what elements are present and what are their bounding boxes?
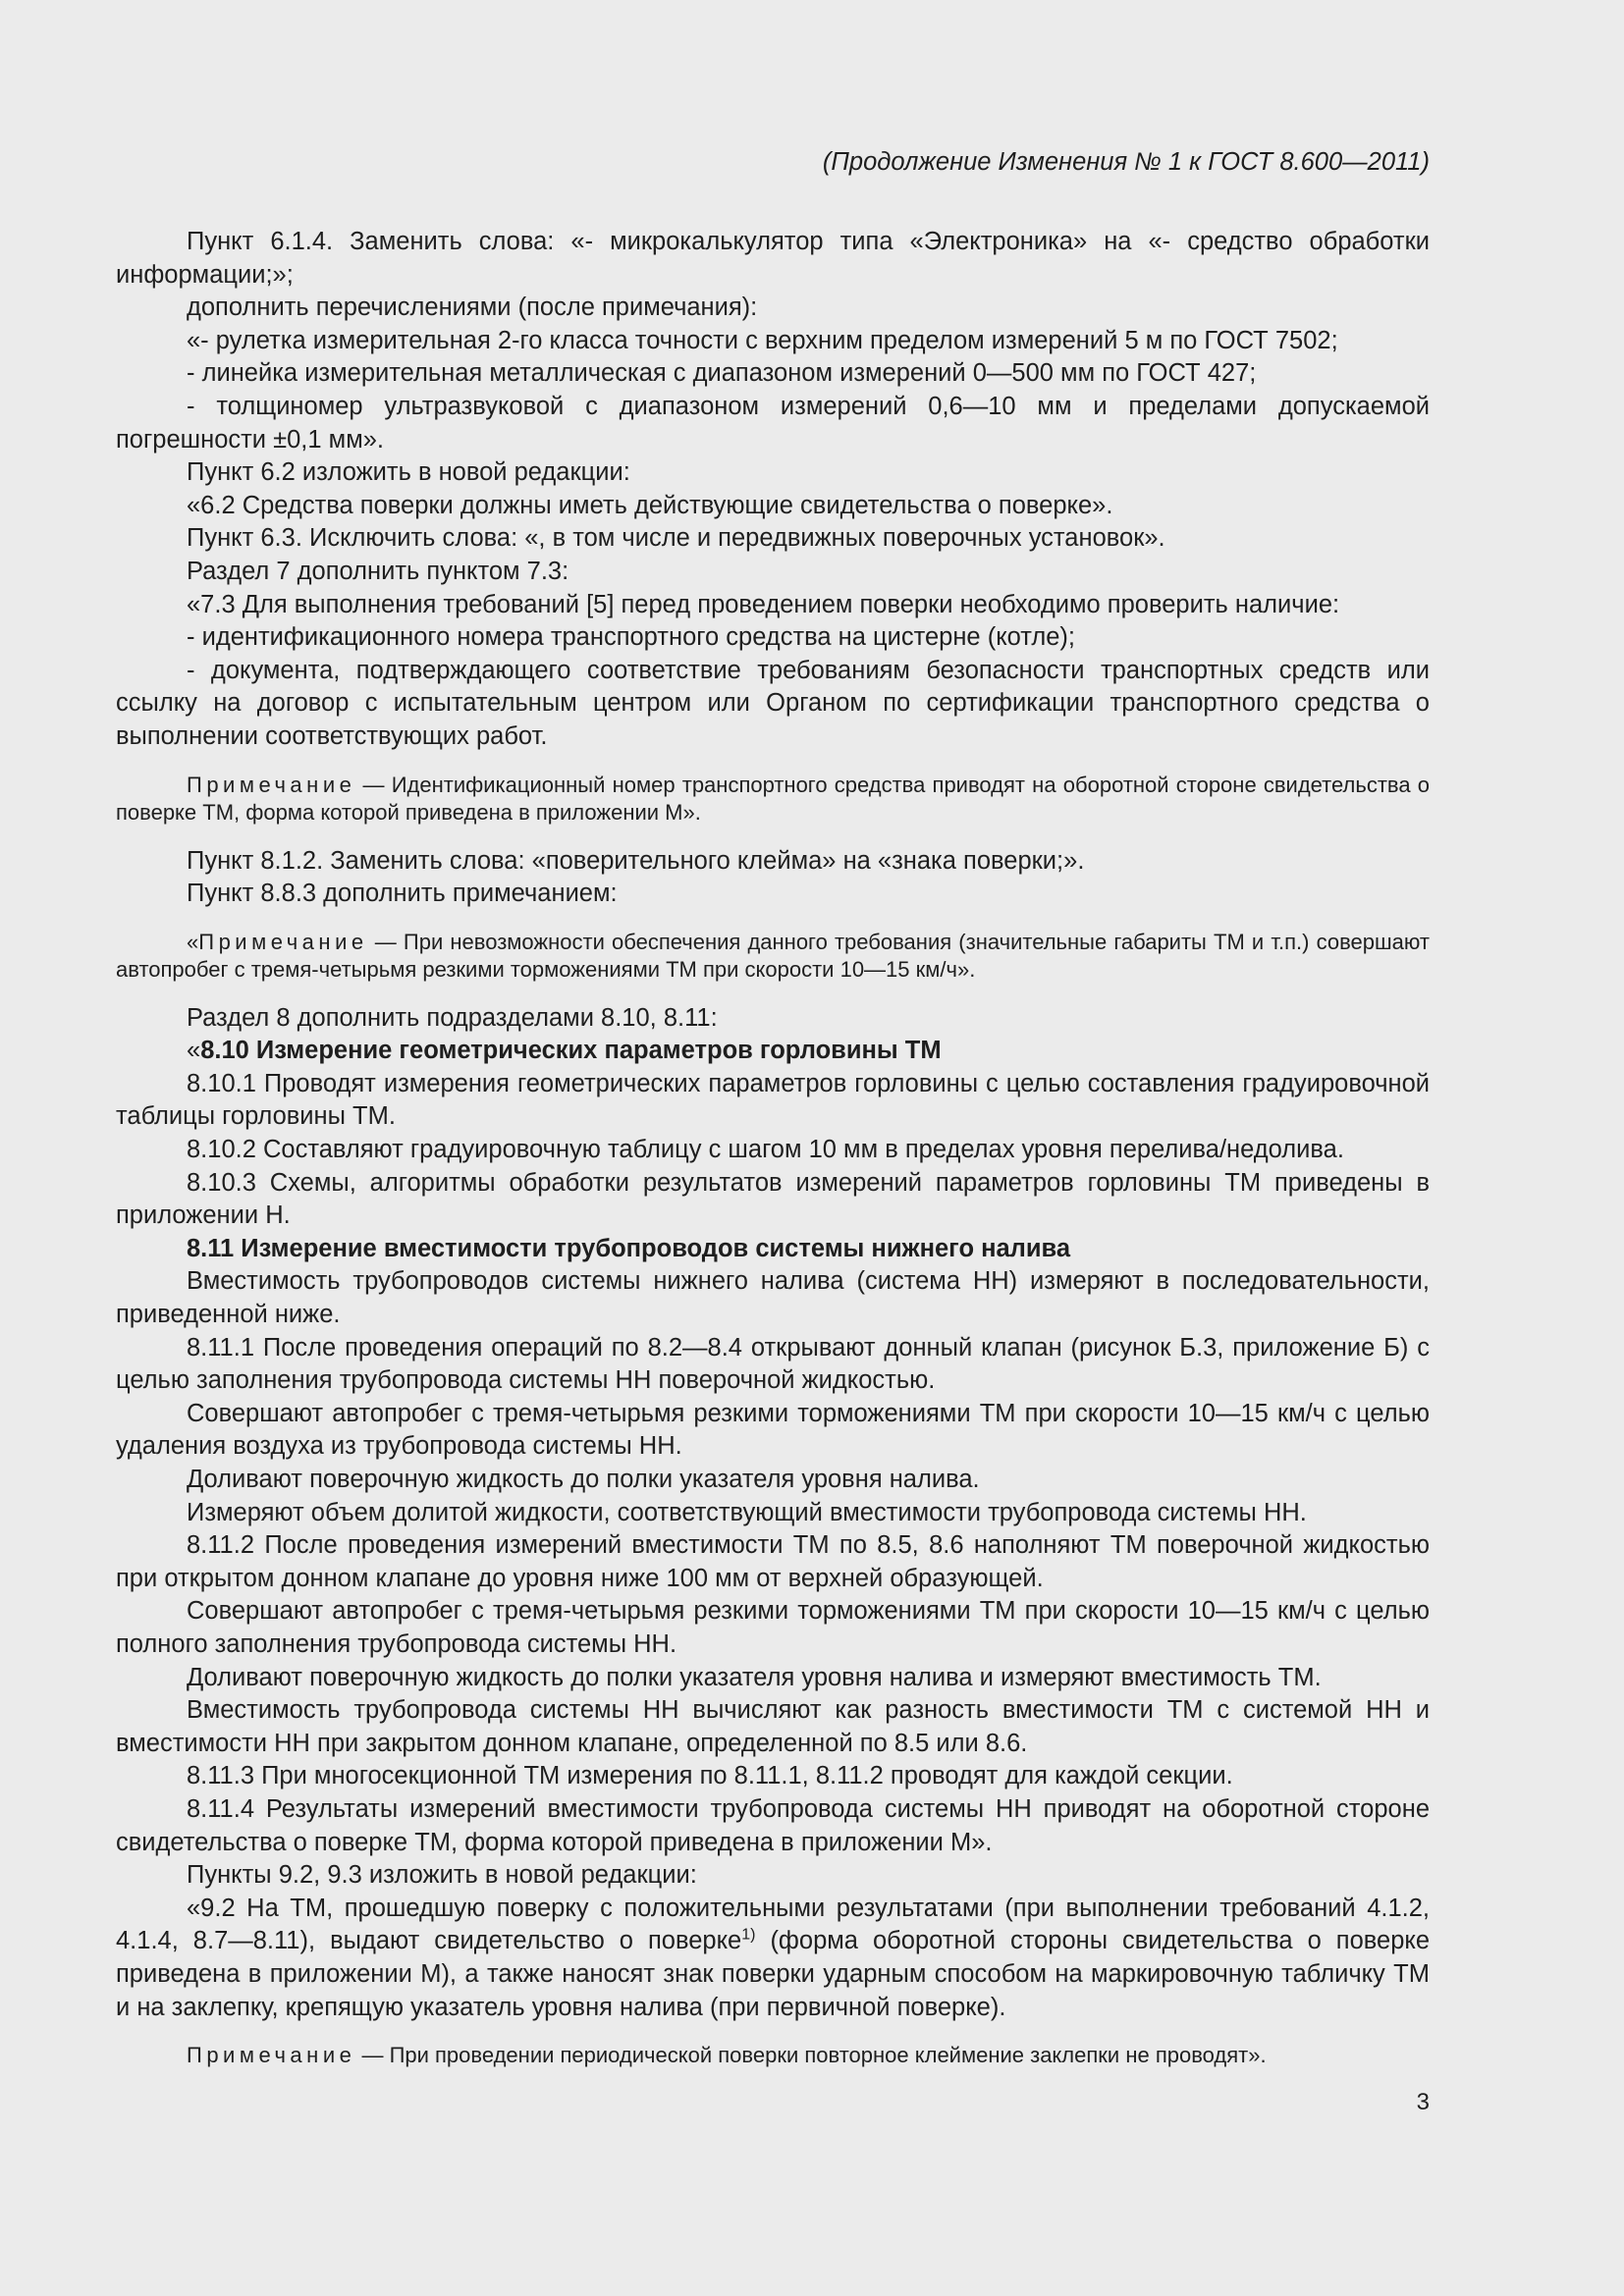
- paragraph: 8.10.1 Проводят измерения геометрических параметров горловины с целью составления градуировочной таблицы горловины ТМ.: [116, 1069, 1430, 1131]
- note: [116, 772, 1430, 828]
- paragraph: Доливают поверочную жидкость до полки указателя уровня налива и измеряют вместимость ТМ.: [187, 1663, 1322, 1691]
- paragraph: Пункт 6.2 изложить в новой редакции:: [187, 458, 630, 487]
- paragraph: - линейка измерительная металлическая с диапазоном измерений 0—500 мм по ГОСТ 427;: [187, 359, 1257, 388]
- note-label: Примечание: [187, 2043, 356, 2068]
- paragraph: «7.3 Для выполнения требований [5] перед проведением поверки необходимо проверить наличие:: [187, 590, 1340, 618]
- paragraph: Совершают автопробег с тремя-четырьмя резкими торможениями ТМ при скорости 10—15 км/ч с целью полного заполнения трубопровода системы НН.: [116, 1597, 1430, 1658]
- note-label: Примечание: [198, 929, 368, 954]
- paragraph: Пункт 6.3. Исключить слова: «, в том числе и передвижных поверочных установок».: [187, 524, 1165, 553]
- paragraph: дополнить перечислениями (после примечания):: [187, 294, 758, 322]
- quote-mark: «: [187, 1037, 201, 1065]
- paragraph: «6.2 Средства поверки должны иметь действующие свидетельства о поверке».: [187, 491, 1113, 519]
- paragraph: Пункт 6.1.4. Заменить слова: «- микрокалькулятор типа «Электроника» на «- средство обработки информации;»;: [116, 228, 1430, 289]
- note-text: — При невозможности обеспечения данного требования (значительные габариты ТМ и т.п.) совершают автопробег с тремя-четырьмя резкими торможениями ТМ при скорости 10—15 км/ч».: [116, 929, 1430, 983]
- paragraph: Измеряют объем долитой жидкости, соответствующий вместимости трубопровода системы НН.: [187, 1498, 1307, 1526]
- paragraph: 8.11.1 После проведения операций по 8.2—8.4 открывают донный клапан (рисунок Б.3, приложение Б) с целью заполнения трубопровода системы НН поверочной жидкостью.: [116, 1333, 1430, 1395]
- paragraph: Пункт 8.8.3 дополнить примечанием:: [187, 880, 618, 908]
- paragraph: Вместимость трубопроводов системы нижнего налива (система НН) измеряют в последовательности, приведенной ниже.: [116, 1267, 1430, 1329]
- note-text: — Идентификационный номер транспортного средства приводят на оборотной стороне свидетельства о поверке ТМ, форма которой приведена в приложении М».: [116, 772, 1430, 825]
- paragraph: Пункт 8.1.2. Заменить слова: «поверительного клейма» на «знака поверки;».: [187, 846, 1085, 875]
- paragraph: Пункты 9.2, 9.3 изложить в новой редакции:: [187, 1861, 697, 1890]
- paragraph-text: (форма оборотной стороны свидетельства о поверке приведена в приложении М), а также наносят знак поверки ударным способом на маркировочную табличку ТМ и на заклепку, крепящую указатель уровня налива (при первичной поверке).: [116, 1927, 1430, 2021]
- document-page: [116, 145, 1430, 2117]
- quote-mark: «: [187, 929, 199, 954]
- footnote-marker: 1): [741, 1926, 756, 1944]
- paragraph: - идентификационного номера транспортного средства на цистерне (котле);: [187, 623, 1076, 652]
- paragraph: - документа, подтверждающего соответствие требованиям безопасности транспортных средств или ссылку на договор с испытательным центром или Органом по сертификации транспортного средства о выполнении соответствующих работ.: [116, 656, 1430, 750]
- note-text: — При проведении периодической поверки повторное клеймение заклепки не проводят».: [355, 2043, 1267, 2068]
- section-heading-8-11: 8.11 Измерение вместимости трубопроводов системы нижнего налива: [187, 1234, 1071, 1262]
- section-heading-8-10: [116, 1035, 1430, 1068]
- paragraph: [116, 1893, 1430, 2024]
- paragraph: Вместимость трубопровода системы НН вычисляют как разность вместимости ТМ с системой НН и вместимости НН при закрытом донном клапане, определенной по 8.5 или 8.6.: [116, 1696, 1430, 1757]
- page-header: (Продолжение Изменения № 1 к ГОСТ 8.600—2011): [822, 148, 1430, 176]
- paragraph: Раздел 7 дополнить пунктом 7.3:: [187, 557, 569, 585]
- paragraph: - толщиномер ультразвуковой с диапазоном измерений 0,6—10 мм и пределами допускаемой погрешности ±0,1 мм».: [116, 392, 1430, 454]
- paragraph: 8.11.3 При многосекционной ТМ измерения по 8.11.1, 8.11.2 проводят для каждой секции.: [187, 1762, 1233, 1790]
- paragraph: 8.11.2 После проведения измерений вместимости ТМ по 8.5, 8.6 наполняют ТМ поверочной жидкостью при открытом донном клапане до уровня ниже 100 мм от верхней образующей.: [116, 1531, 1430, 1592]
- paragraph: Раздел 8 дополнить подразделами 8.10, 8.11:: [187, 1003, 718, 1032]
- heading-text: 8.10 Измерение геометрических параметров горловины ТМ: [200, 1037, 942, 1065]
- paragraph: Доливают поверочную жидкость до полки указателя уровня налива.: [187, 1466, 980, 1493]
- note: [116, 2042, 1430, 2070]
- paragraph: 8.11.4 Результаты измерений вместимости трубопровода системы НН приводят на оборотной стороне свидетельства о поверке ТМ, форма которой приведена в приложении М».: [116, 1794, 1430, 1856]
- note-label: Примечание: [187, 772, 356, 797]
- paragraph: 8.10.2 Составляют градуировочную таблицу с шагом 10 мм в пределах уровня перелива/недолива.: [187, 1136, 1344, 1164]
- paragraph: «- рулетка измерительная 2-го класса точности с верхним пределом измерений 5 м по ГОСТ 7502;: [187, 326, 1338, 354]
- paragraph: 8.10.3 Схемы, алгоритмы обработки результатов измерений параметров горловины ТМ приведены в приложении Н.: [116, 1168, 1430, 1230]
- note: [116, 929, 1430, 985]
- page-number: 3: [1416, 2088, 1430, 2115]
- paragraph-text: «9.2 На ТМ, прошедшую поверку с положительными результатами (при выполнении требований 4.1.2, 4.1.4, 8.7—8.11), выдают свидетельство о поверке: [116, 1894, 1430, 1955]
- paragraph: Совершают автопробег с тремя-четырьмя резкими торможениями ТМ при скорости 10—15 км/ч с целью удаления воздуха из трубопровода системы НН.: [116, 1399, 1430, 1461]
